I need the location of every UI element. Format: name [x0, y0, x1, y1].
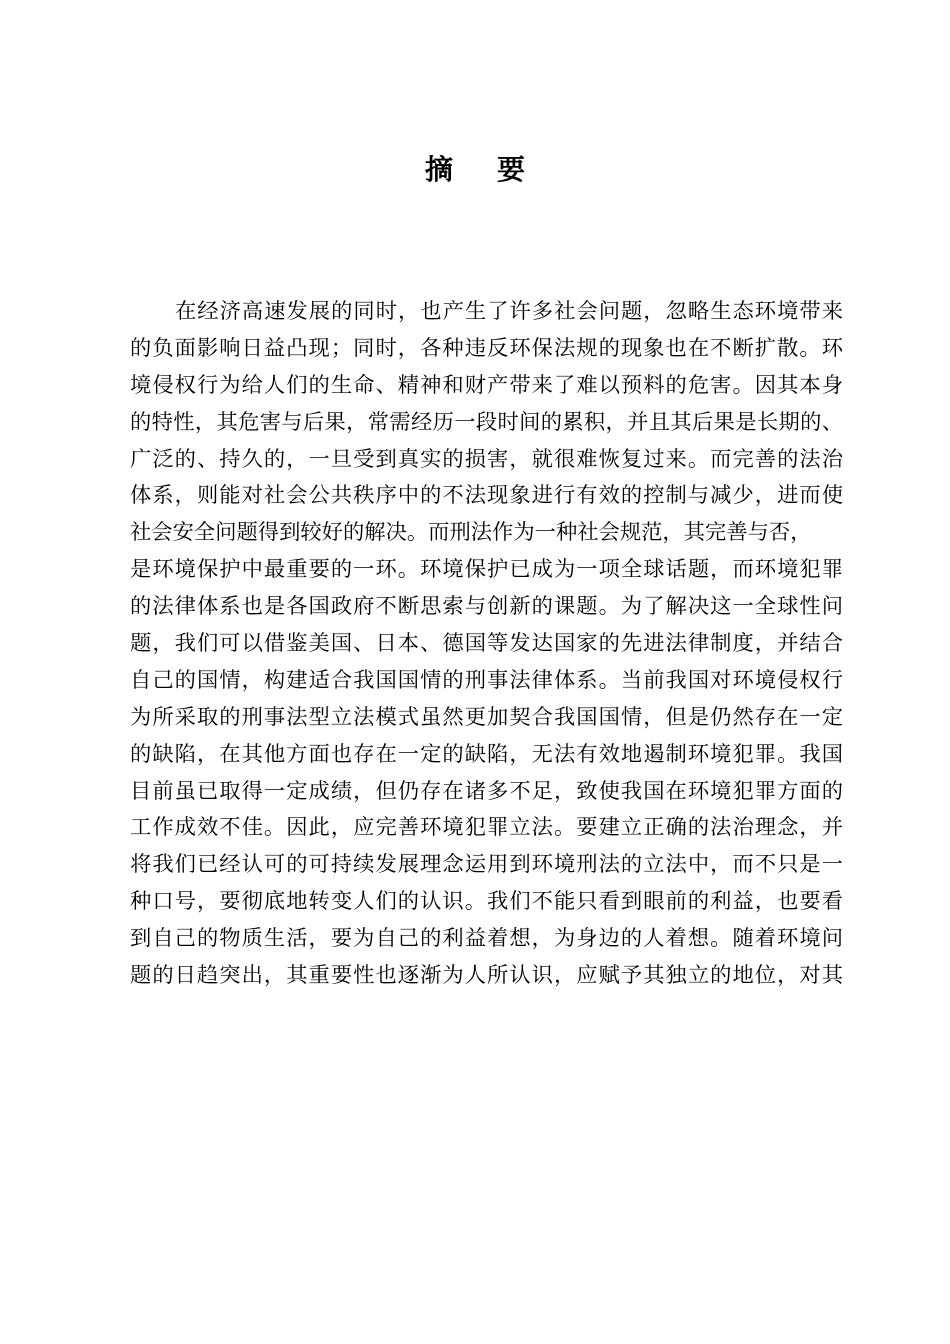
abstract-line-16: 将我们已经认可的可持续发展理念运用到环境刑法的立法中，而不只是一 — [130, 852, 843, 878]
abstract-line-19: 题的日趋突出，其重要性也逐渐为人所认识，应赋予其独立的地位，对其 — [130, 963, 843, 989]
abstract-body — [130, 294, 843, 995]
heading-char-2: 要 — [497, 153, 526, 186]
abstract-line-3: 境侵权行为给人们的生命、精神和财产带来了难以预料的危害。因其本身 — [130, 372, 843, 398]
abstract-line-17: 种口号，要彻底地转变人们的认识。我们不能只看到眼前的利益，也要看 — [130, 889, 843, 915]
abstract-line-11: 自己的国情，构建适合我国国情的刑事法律体系。当前我国对环境侵权行 — [130, 667, 843, 693]
abstract-line-1: 在经济高速发展的同时，也产生了许多社会问题，忽略生态环境带来 — [175, 299, 843, 324]
abstract-line-9: 的法律体系也是各国政府不断思索与创新的课题。为了解决这一全球性问 — [130, 594, 843, 620]
abstract-line-13: 的缺陷，在其他方面也存在一定的缺陷，无法有效地遏制环境犯罪。我国 — [130, 741, 843, 767]
abstract-line-10: 题，我们可以借鉴美国、日本、德国等发达国家的先进法律制度，并结合 — [130, 631, 843, 657]
abstract-line-5: 广泛的、持久的，一旦受到真实的损害，就很难恢复过来。而完善的法治 — [130, 446, 843, 472]
heading-char-1: 摘 — [424, 153, 453, 186]
abstract-heading — [0, 150, 950, 190]
abstract-line-7: 社会安全问题得到较好的解决。而刑法作为一种社会规范，其完善与否， — [130, 520, 812, 546]
abstract-line-12: 为所采取的刑事法型立法模式虽然更加契合我国国情，但是仍然存在一定 — [130, 704, 843, 730]
abstract-line-14: 目前虽已取得一定成绩，但仍存在诸多不足，致使我国在环境犯罪方面的 — [130, 778, 843, 804]
abstract-line-6: 体系，则能对社会公共秩序中的不法现象进行有效的控制与减少，进而使 — [130, 483, 843, 509]
abstract-line-15: 工作成效不佳。因此，应完善环境犯罪立法。要建立正确的法治理念，并 — [130, 815, 843, 841]
abstract-line-2: 的负面影响日益凸现；同时，各种违反环保法规的现象也在不断扩散。环 — [130, 335, 843, 361]
abstract-line-4: 的特性，其危害与后果，常需经历一段时间的累积，并且其后果是长期的、 — [130, 409, 843, 435]
abstract-line-18: 到自己的物质生活，要为自己的利益着想，为身边的人着想。随着环境问 — [130, 926, 843, 952]
abstract-line-8: 是环境保护中最重要的一环。环境保护已成为一项全球话题，而环境犯罪 — [130, 557, 843, 583]
